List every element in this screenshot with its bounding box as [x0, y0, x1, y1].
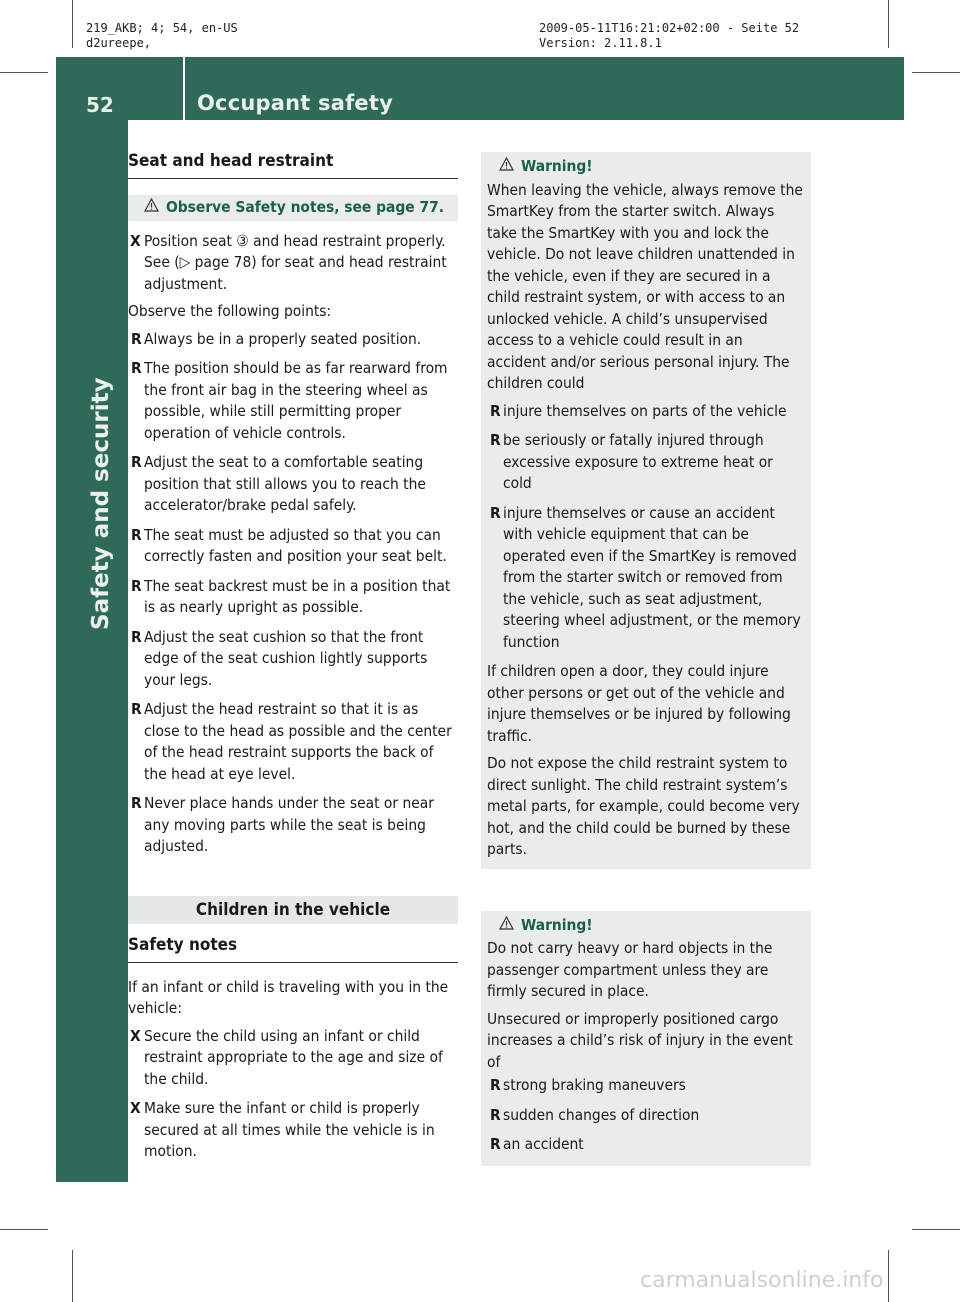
print-meta-right-line2: Version: 2.11.8.1 [539, 36, 662, 50]
safety-note-text: Observe Safety notes, see page 77. [166, 198, 445, 216]
points-intro: Observe the following points: [128, 302, 332, 320]
crop-mark [888, 0, 889, 48]
page-title: Occupant safety [197, 91, 393, 115]
instruction-steps-children [128, 1026, 458, 1163]
step-text: Position seat ③ and head restraint properly. See (▷ page 78) for seat and head restraint adjustment. [144, 231, 447, 293]
list-item [487, 1075, 805, 1097]
print-meta-left [86, 21, 238, 51]
section-tab-label: Safety and security [88, 377, 114, 630]
list-item-text: Adjust the seat cushion so that the front edge of the seat cushion lightly supports your legs. [144, 627, 428, 689]
right-column [481, 152, 811, 1166]
instruction-step [128, 231, 458, 296]
subsection-heading-safety-notes: Safety notes [128, 934, 458, 963]
crop-mark [912, 72, 960, 73]
list-item-text: an accident [503, 1135, 584, 1153]
print-meta-left-line2: d2ureepe, [86, 36, 152, 50]
crop-mark [72, 1250, 73, 1302]
instruction-steps-seat [128, 231, 458, 296]
list-item [487, 1105, 805, 1127]
page-header [56, 57, 904, 120]
step-text: Secure the child using an infant or child restraint appropriate to the age and size of the child. [144, 1026, 443, 1088]
instruction-step [128, 1026, 458, 1091]
bullet-icon: R [131, 576, 142, 595]
list-item-text: The position should be as far rearward from the front air bag in the steering wheel as possible, while still permitting proper operation of vehicle controls. [144, 359, 448, 442]
crop-mark [912, 1229, 960, 1230]
warning-triangle-icon [144, 197, 160, 219]
list-item-text: Adjust the head restraint so that it is as close to the head as possible and the center of the head restraint supports the back of the head at eye level. [144, 700, 452, 783]
children-intro: If an infant or child is traveling with you in the vehicle: [128, 977, 449, 1017]
warning-title: Warning! [521, 157, 593, 175]
list-item-text: be seriously or fatally injured through excessive exposure to extreme heat or cold [503, 431, 773, 492]
print-meta-left-line1: 219_AKB; 4; 54, en-US [86, 21, 238, 35]
print-meta-right [539, 21, 799, 51]
warning-title: Warning! [521, 915, 593, 934]
list-item [128, 793, 458, 858]
warning-triangle-icon [499, 156, 515, 178]
list-item [128, 699, 458, 785]
points-list [128, 329, 458, 858]
list-item-text: Always be in a properly seated position. [144, 329, 422, 348]
list-item [487, 1134, 805, 1156]
step-arrow-icon: X [130, 1099, 141, 1117]
crop-mark [0, 1229, 48, 1230]
list-item-text: injure themselves or cause an accident with vehicle equipment that can be operated even if the SmartKey is removed from the starter switch or removed from the vehicle, such as seat adjustment, steering wheel adjustment, or the memory function [503, 503, 801, 651]
section-side-tab [56, 120, 128, 1182]
list-item [128, 358, 458, 444]
section-heading-children: Children in the vehicle [128, 896, 458, 924]
list-item-text: strong braking maneuvers [503, 1076, 686, 1094]
warning-paragraph: When leaving the vehicle, always remove the SmartKey from the starter switch. Always take the SmartKey with you and lock the vehicle. Do not leave children unattended in the vehicle, even if they are secured in a child restraint system, or with access to an unlocked vehicle. A child’s unsupervised access to a vehicle could result in an accident and/or serious personal injury. The children could [487, 180, 803, 392]
crop-mark [72, 0, 73, 48]
header-divider [183, 57, 185, 120]
list-item [128, 576, 458, 619]
bullet-icon: R [490, 1076, 501, 1094]
bullet-icon: R [131, 453, 142, 471]
bullet-icon: R [131, 525, 142, 544]
bullet-icon: R [490, 401, 501, 420]
warning-list [487, 1075, 805, 1156]
warning-paragraph: Do not expose the child restraint system to direct sunlight. The child restraint system’s metal parts, for example, could become very hot, and the child could be burned by these parts. [487, 754, 800, 858]
bullet-icon: R [490, 503, 501, 522]
watermark: carmanualsonline.info [640, 1268, 884, 1293]
safety-note [128, 195, 458, 221]
step-text: Make sure the infant or child is properly secured at all times while the vehicle is in motion. [144, 1099, 435, 1160]
bullet-icon: R [490, 1135, 501, 1153]
warning-heading [487, 154, 805, 180]
bullet-icon: R [131, 794, 142, 812]
list-item-text: injure themselves on parts of the vehicle [503, 401, 787, 420]
bullet-icon: R [490, 431, 501, 449]
left-column [128, 150, 458, 1171]
warning-heading [487, 913, 805, 939]
warning-box-unattended [481, 152, 811, 869]
instruction-step [128, 1098, 458, 1163]
print-meta-right-line1: 2009-05-11T16:21:02+02:00 - Seite 52 [539, 21, 800, 35]
warning-paragraph: Do not carry heavy or hard objects in the passenger compartment unless they are firmly secured in place. [487, 939, 773, 1000]
list-item [487, 430, 805, 495]
bullet-icon: R [131, 627, 142, 646]
warning-triangle-icon [499, 915, 515, 937]
bullet-icon: R [131, 359, 142, 377]
warning-box-cargo [481, 911, 811, 1166]
list-item [128, 525, 458, 568]
list-item [128, 329, 458, 351]
list-item [128, 452, 458, 517]
list-item-text: The seat backrest must be in a position that is as nearly upright as possible. [144, 576, 451, 616]
warning-paragraph: If children open a door, they could injure other persons or get out of the vehicle and injure themselves or be injured by following traffic. [487, 662, 791, 745]
list-item [487, 401, 805, 423]
list-item-text: sudden changes of direction [503, 1105, 700, 1124]
section-heading-seat: Seat and head restraint [128, 150, 458, 179]
warning-list [487, 401, 805, 654]
bullet-icon: R [490, 1105, 501, 1124]
list-item-text: Adjust the seat to a comfortable seating position that still allows you to reach the accelerator/brake pedal safely. [144, 453, 426, 514]
crop-mark [0, 72, 48, 73]
list-item [128, 627, 458, 692]
step-arrow-icon: X [130, 231, 141, 250]
crop-mark [888, 1250, 889, 1302]
bullet-icon: R [131, 329, 142, 348]
list-item-text: The seat must be adjusted so that you can correctly fasten and position your seat belt. [144, 525, 447, 565]
step-arrow-icon: X [130, 1026, 141, 1045]
list-item [487, 503, 805, 654]
warning-paragraph: Unsecured or improperly positioned cargo increases a child’s risk of injury in the event of [487, 1009, 793, 1071]
list-item-text: Never place hands under the seat or near any moving parts while the seat is being adjusted. [144, 794, 434, 855]
page-number: 52 [86, 93, 114, 117]
bullet-icon: R [131, 700, 142, 718]
